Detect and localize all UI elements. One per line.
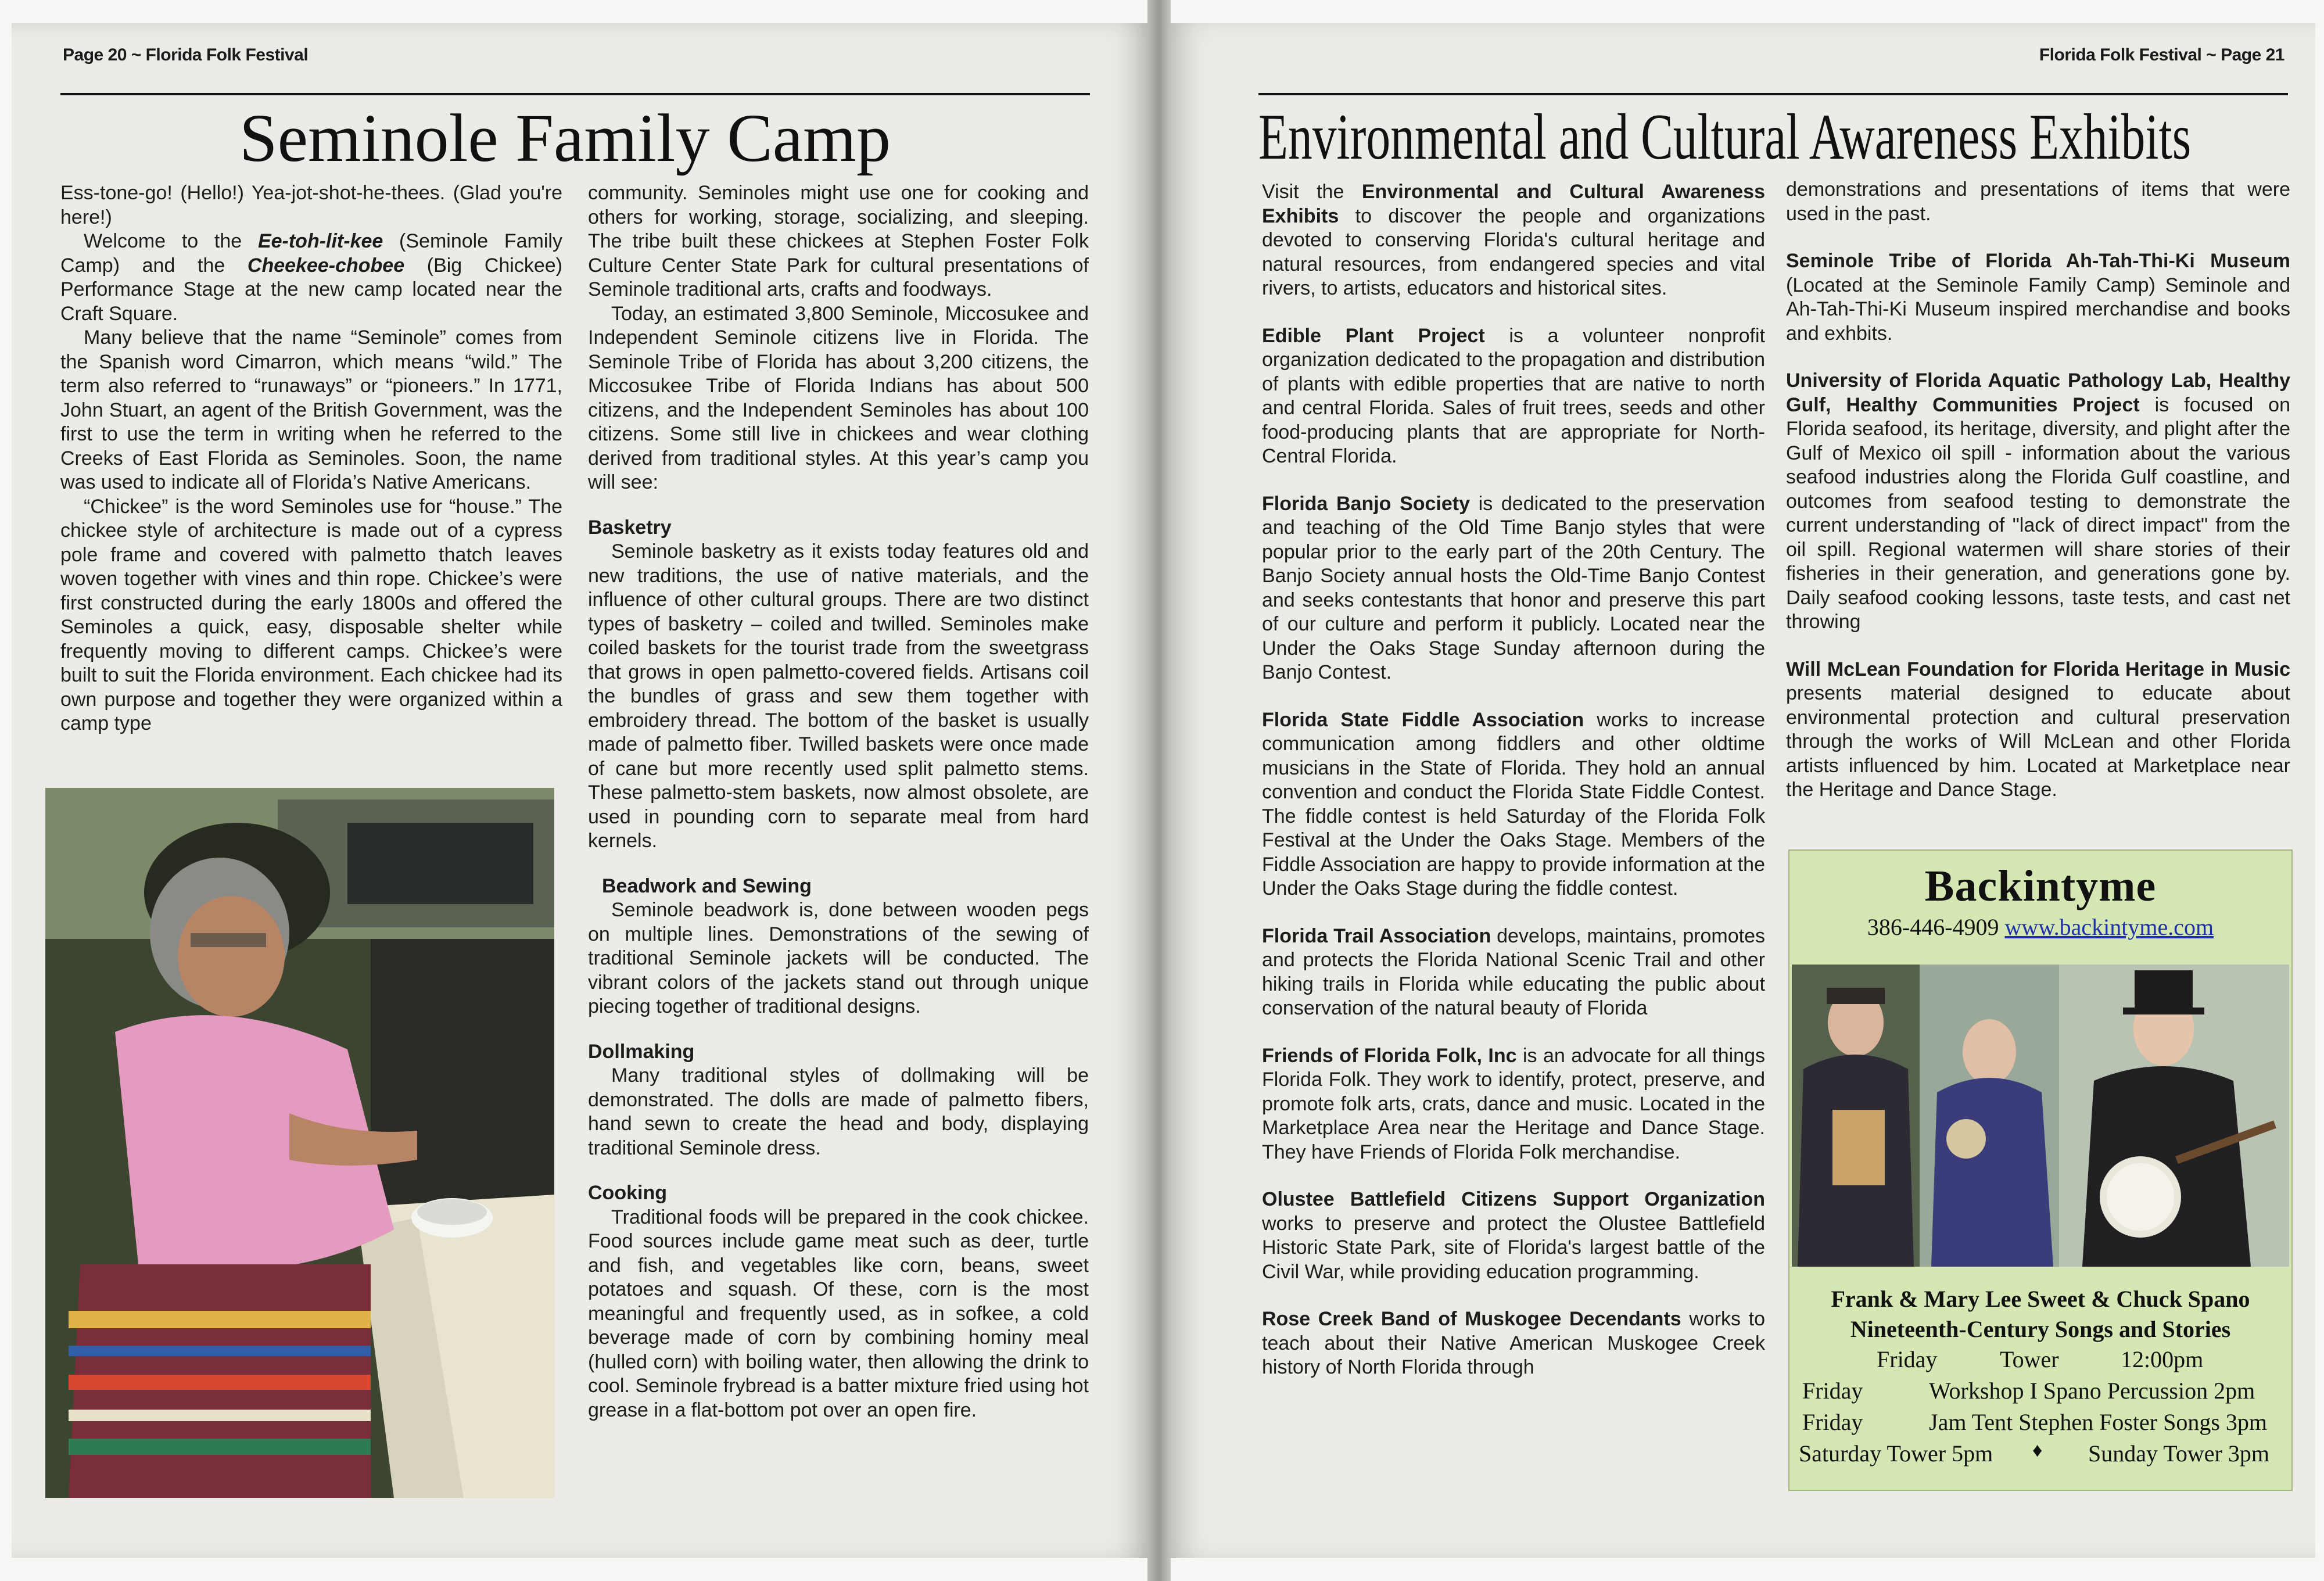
left-column-2 (588, 181, 1089, 1422)
page-gutter (1147, 0, 1171, 1581)
name-origin-paragraph: Many believe that the name “Seminole” comes from the Spanish word Cimarron, which means “wild.” The term also referred to “runaways” or “pioneers.” In 1771, John Stuart, an agent of the British Government, was the first to use the term in writing when he referred to the Creeks of East Florida as Seminoles. Soon, the name was used to indicate all of Florida’s Native Americans. (60, 327, 562, 493)
exhibit-name: Friends of Florida Folk, Inc (1262, 1044, 1517, 1067)
welcome-text-e: (Big Chickee) Performance Stage at the new camp located near the Craft Square. (60, 254, 562, 325)
backintyme-ad (1788, 849, 2293, 1491)
band-photo (1792, 965, 2289, 1267)
exhibit-name: Seminole Tribe of Florida Ah-Tah-Thi-Ki Museum (1786, 250, 2290, 272)
left-folio: Page 20 ~ Florida Folk Festival (63, 45, 309, 64)
basketry-heading: Basketry (588, 516, 672, 539)
schedule-venue: Tower (2000, 1346, 2059, 1372)
right-column-2 (1786, 178, 2290, 826)
schedule-day: Friday (1877, 1346, 1938, 1372)
exhibit-entry-continued: demonstrations and presentations of items that were used in the past. (1786, 178, 2290, 225)
population-paragraph: Today, an estimated 3,800 Seminole, Miccosukee and Independent Seminole citizens live in Florida. The Seminole Tribe of Florida has about 3,200 citizens, the Miccosukee Tribe of Florida Indians has about 500 citizens, and the Independent Seminoles has about 100 citizens. Some still live in chickees and wear clothing derived from traditional styles. At this year’s camp you will see: (588, 302, 1089, 493)
community-paragraph: community. Seminoles might use one for cooking and others for working, storage, socializing, and sleeping. The tribe built these chickees at Stephen Foster Folk Culture Center State Park for cultural presentations of Seminole traditional arts, crafts and foodways. (588, 182, 1089, 300)
right-page-title: Environmental and Cultural Awareness Exhibits (1258, 101, 2192, 173)
greeting-paragraph: Ess-tone-go! (Hello!) Yea-jot-shot-he-thees. (Glad you're here!) (60, 182, 562, 228)
right-header-rule (1258, 93, 2288, 95)
ad-title: Backintyme (1924, 862, 2157, 910)
band-illustration (1792, 965, 2289, 1267)
dollmaking-heading: Dollmaking (588, 1040, 695, 1063)
ad-performers: Frank & Mary Lee Sweet & Chuck Spano (1831, 1286, 2250, 1312)
camp-name: Ee-toh-lit-kee (257, 230, 383, 252)
exhibit-name: Florida State Fiddle Association (1262, 708, 1584, 731)
cooking-paragraph: Traditional foods will be prepared in the cook chickee. Food sources include game meat such as deer, turtle and fish, and vegetables like corn, beans, sweet potatoes and squash. Of these, corn is the most meaningful and frequently used, as in sofkee, a cold beverage made of corn by combining hominy meal (hulled corn) with boiling water, then allowing the drink to cool. Seminole frybread is a batter mixture fried using hot grease in a flat-bottom pot over an open fire. (588, 1206, 1089, 1421)
schedule-time: 12:00pm (2121, 1346, 2204, 1372)
photo-illustration (45, 788, 554, 1498)
exhibit-name: Environmental and Cultural Awareness Exhibits (1262, 181, 1765, 227)
exhibit-name: Olustee Battlefield Citizens Support Organization (1262, 1188, 1765, 1210)
exhibit-entry: Visit the Environmental and Cultural Awareness Exhibits to discover the people and organizations devoted to conserving Florida's cultural heritage and natural resources, from endangered species and vital rivers, to artists, educators and historical sites. (1262, 181, 1765, 299)
exhibit-entry: Olustee Battlefield Citizens Support Organization works to preserve and protect the Olustee Battlefield Historic State Park, site of Florida's largest battle of the Civil War, while providing education programming. (1262, 1188, 1765, 1283)
schedule-event: Jam Tent Stephen Foster Songs 3pm (1929, 1409, 2268, 1435)
seminole-woman-photo (45, 788, 554, 1498)
exhibit-entry: Seminole Tribe of Florida Ah-Tah-Thi-Ki Museum (Located at the Seminole Family Camp) Seminole and Ah-Tah-Thi-Ki Museum inspired merchandise and books and exhbits. (1786, 250, 2290, 345)
stage-name: Cheekee-chobee (247, 254, 405, 277)
exhibit-name: Edible Plant Project (1262, 324, 1485, 347)
exhibit-name: Florida Trail Association (1262, 924, 1491, 947)
welcome-text-a: Welcome to the (84, 230, 258, 252)
left-page-title: Seminole Family Camp (239, 100, 891, 176)
exhibit-entry: Florida State Fiddle Association works to increase communication among fiddlers and other oldtime musicians in the State of Florida. They hold an annual convention and conduct the Florida State Fiddle Contest. The fiddle contest is held Saturday of the Florida Folk Festival at the Under the Oaks Stage. Members of the Fiddle Association are happy to provide information at the Under the Oaks Stage during the fiddle contest. (1262, 708, 1765, 899)
beadwork-paragraph: Seminole beadwork is, done between wooden pegs on multiple lines. Demonstrations of the sewing of traditional Seminole jackets will be conducted. The vibrant colors of the jackets stand out through unique piecing together of traditional designs. (588, 899, 1089, 1017)
chickee-paragraph: “Chickee” is the word Seminoles use for “house.” The chickee style of architecture is made out of a cypress pole frame and covered with palmetto thatch leaves woven together with vines and thin rope. Chickee’s were first constructed during the early 1800s and offered the Seminoles a quick, easy, disposable shelter while frequently moving to different camps. Chickee’s were built to suit the Florida environment. Each chickee had its own purpose and together they were organized within a camp type (60, 495, 562, 734)
exhibit-entry: Florida Banjo Society is dedicated to the preservation and teaching of the Old Time Banjo styles that were popular prior to the early part of the 20th Century. The Banjo Society annual hosts the Old-Time Banjo Contest and seeks contestants that honor and preserve this part of our culture and perform it publicly. Located near the Under the Oaks Stage Sunday afternoon during the Banjo Contest. (1262, 492, 1765, 683)
diamond-separator-icon: ♦ (2032, 1440, 2043, 1461)
exhibit-entry: Florida Trail Association develops, maintains, promotes and protects the Florida National Scenic Trail and other hiking trails in Florida while educating the public about conservation of the natural beauty of Florida (1262, 924, 1766, 1019)
exhibit-entry: University of Florida Aquatic Pathology Lab, Healthy Gulf, Healthy Communities Project is focused on Florida seafood, its heritage, diversity, and plight after the Gulf of Mexico oil spill - information about the various seafood industries along the Florida Gulf coastline, and outcomes from seafood testing to demonstrate the current understanding of "lack of direct impact" from the oil spill. Regional watermen will share stories of their fisheries in their generation, and generations gone by. Daily seafood cooking lessons, taste tests, and cast net throwing (1786, 370, 2290, 633)
schedule-day: Friday (1802, 1378, 1863, 1404)
schedule-event: Workshop I Spano Percussion 2pm (1929, 1378, 2255, 1404)
exhibit-name: Rose Creek Band of Muskogee Decendants (1262, 1308, 1681, 1330)
exhibit-name: University of Florida Aquatic Pathology Lab, Healthy Gulf, Healthy Communities Project (1786, 370, 2290, 416)
schedule-sunday: Sunday Tower 3pm (2088, 1440, 2269, 1467)
exhibit-entry: Friends of Florida Folk, Inc is an advocate for all things Florida Folk. They work to identify, protect, preserve, and promote folk arts, crats, dance and music. Located in the Marketplace Area near the Heritage and Dance Stage. They have Friends of Florida Folk merchandise. (1262, 1044, 1765, 1163)
exhibit-entry: Edible Plant Project is a volunteer nonprofit organization dedicated to the propagation and distribution of plants with edible properties that are native to north and central Florida. Sales of fruit trees, seeds and other food-producing plants that are appropriate for North-Central Florida. (1262, 324, 1765, 467)
basketry-paragraph: Seminole basketry as it exists today features old and new traditions, the use of native materials, and the influence of other cultural groups. There are two distinct types of basketry – coiled and twilled. Seminoles make coiled baskets for the tourist trade from the sweetgrass that grows in open palmetto-covered fields. Artisans coil the bundles of grass and sew them together with embroidery thread. The bottom of the basket is usually made of palmetto fiber. Twilled baskets were once made of cane but more recently used split palmetto stems. These palmetto-stem baskets, now almost obsolete, are used in pounding corn to separate meal from hard kernels. (588, 540, 1089, 852)
cooking-heading: Cooking (588, 1182, 667, 1204)
welcome-text-c: (Seminole Family Camp) and the (60, 230, 562, 277)
ad-website-link[interactable]: www.backintyme.com (2004, 914, 2214, 940)
dollmaking-paragraph: Many traditional styles of dollmaking will be demonstrated. The dolls are made of palmetto fibers, hand sewn to create the head and body, displaying traditional Seminole dress. (588, 1064, 1089, 1159)
ad-subtitle: Nineteenth-Century Songs and Stories (1850, 1316, 2231, 1342)
right-column-1 (1262, 180, 1765, 1403)
ad-contact (1789, 913, 2291, 941)
exhibit-name: Florida Banjo Society (1262, 492, 1471, 515)
exhibit-entry: Will McLean Foundation for Florida Heritage in Music presents material designed to educate about environmental protection and cultural preservation through the works of Will McLean and other Florida artists influenced by him. Located at Marketplace near the Heritage and Dance Stage. (1786, 658, 2290, 801)
exhibit-entry: Rose Creek Band of Muskogee Decendants works to teach about their Native American Muskogee Creek history of North Florida through (1262, 1308, 1765, 1378)
left-column-1 (60, 181, 562, 736)
ad-phone: 386-446-4909 (1867, 914, 1999, 940)
left-header-rule (60, 93, 1090, 95)
schedule-day: Friday (1802, 1409, 1863, 1435)
beadwork-heading: Beadwork and Sewing (602, 874, 812, 897)
exhibit-name: Will McLean Foundation for Florida Heritage in Music (1786, 658, 2290, 680)
welcome-paragraph (60, 230, 562, 326)
right-folio: Florida Folk Festival ~ Page 21 (2039, 45, 2284, 64)
schedule-saturday: Saturday Tower 5pm (1799, 1440, 1993, 1467)
